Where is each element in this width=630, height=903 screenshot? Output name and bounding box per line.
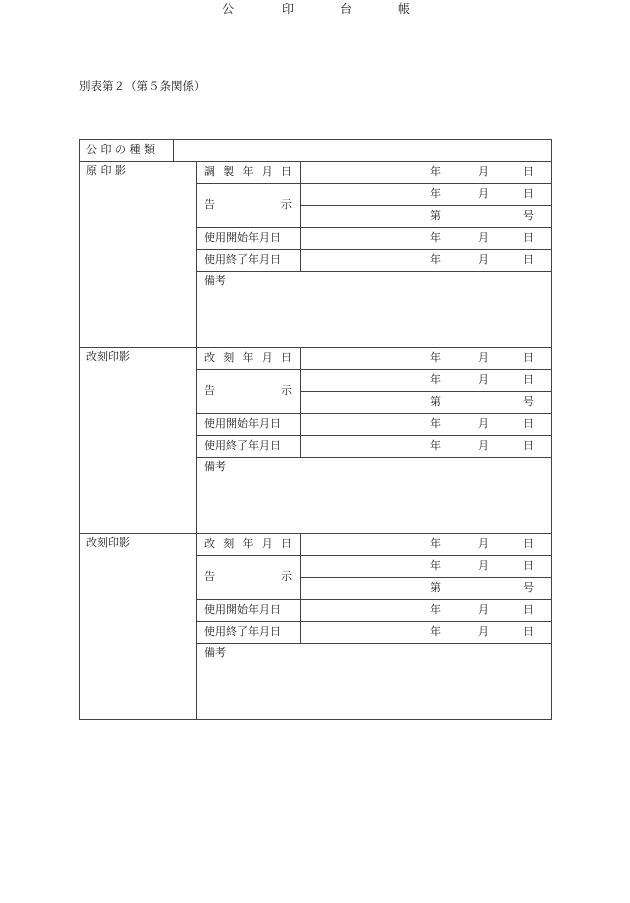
date-unit: 日 bbox=[523, 187, 534, 200]
table-rule bbox=[196, 599, 552, 600]
table-rule bbox=[300, 347, 301, 458]
table-rule bbox=[300, 577, 552, 578]
date-unit: 年 bbox=[430, 165, 441, 178]
notice-label-char: 告 bbox=[204, 384, 215, 397]
ledger-title bbox=[0, 0, 630, 16]
title-char: 印 bbox=[282, 2, 295, 16]
table-rule bbox=[196, 457, 552, 458]
date-unit: 日 bbox=[523, 559, 534, 572]
date-unit: 月 bbox=[478, 165, 489, 178]
date-label-char: 日 bbox=[281, 351, 292, 364]
date-label-char: 年 bbox=[242, 537, 254, 550]
date-label bbox=[204, 537, 292, 551]
date-unit: 月 bbox=[478, 253, 489, 266]
table-rule bbox=[79, 161, 552, 162]
table-rule bbox=[79, 533, 552, 534]
date-label-char: 改 bbox=[204, 537, 215, 550]
date-unit: 月 bbox=[478, 351, 489, 364]
table-rule bbox=[196, 413, 552, 414]
date-unit: 月 bbox=[478, 603, 489, 616]
date-unit: 日 bbox=[523, 439, 534, 452]
date-unit: 日 bbox=[523, 373, 534, 386]
table-rule bbox=[196, 249, 552, 250]
date-unit: 年 bbox=[430, 625, 441, 638]
table-rule bbox=[196, 643, 552, 644]
remarks-label: 備考 bbox=[204, 460, 226, 473]
start-date-label: 使用開始年月日 bbox=[204, 231, 281, 244]
date-unit: 月 bbox=[478, 187, 489, 200]
notice-label bbox=[204, 570, 292, 584]
end-date-label: 使用終了年月日 bbox=[204, 625, 281, 638]
table-rule bbox=[300, 205, 552, 206]
date-label bbox=[204, 351, 292, 365]
start-date-label: 使用開始年月日 bbox=[204, 603, 281, 616]
date-unit: 日 bbox=[523, 351, 534, 364]
date-unit: 月 bbox=[478, 417, 489, 430]
table-rule bbox=[300, 391, 552, 392]
date-unit: 年 bbox=[430, 439, 441, 452]
date-unit: 日 bbox=[523, 417, 534, 430]
date-unit: 月 bbox=[478, 625, 489, 638]
notice-label-char: 示 bbox=[281, 384, 292, 397]
table-rule bbox=[79, 347, 552, 348]
date-unit: 月 bbox=[478, 373, 489, 386]
date-unit: 日 bbox=[523, 625, 534, 638]
date-unit: 月 bbox=[478, 559, 489, 572]
notice-label bbox=[204, 384, 292, 398]
title-char: 公 bbox=[222, 2, 235, 16]
notice-label-char: 告 bbox=[204, 198, 215, 211]
remarks-label: 備考 bbox=[204, 274, 226, 287]
date-unit: 年 bbox=[430, 417, 441, 430]
date-label-char: 刻 bbox=[223, 351, 235, 364]
date-unit: 日 bbox=[523, 231, 534, 244]
date-unit: 月 bbox=[478, 231, 489, 244]
notice-label-char: 告 bbox=[204, 570, 215, 583]
table-rule bbox=[196, 369, 552, 370]
date-unit: 年 bbox=[430, 253, 441, 266]
notice-label-char: 示 bbox=[281, 198, 292, 211]
date-unit: 年 bbox=[430, 603, 441, 616]
date-label-char: 月 bbox=[261, 351, 273, 364]
date-unit: 日 bbox=[523, 253, 534, 266]
table-rule bbox=[551, 139, 552, 719]
table-rule bbox=[196, 435, 552, 436]
notice-label bbox=[204, 198, 292, 212]
number-unit: 号 bbox=[523, 209, 534, 222]
table-rule bbox=[196, 621, 552, 622]
table-rule bbox=[196, 227, 552, 228]
document-reference: 別表第２（第５条関係） bbox=[79, 79, 206, 93]
date-unit: 日 bbox=[523, 537, 534, 550]
date-unit: 年 bbox=[430, 373, 441, 386]
table-rule bbox=[196, 347, 197, 534]
number-unit: 号 bbox=[523, 581, 534, 594]
table-rule bbox=[196, 183, 552, 184]
date-unit: 年 bbox=[430, 351, 441, 364]
number-unit: 第 bbox=[430, 581, 441, 594]
number-unit: 第 bbox=[430, 395, 441, 408]
impression-label: 改刻印影 bbox=[86, 536, 130, 549]
notice-label-char: 示 bbox=[281, 570, 292, 583]
table-rule bbox=[196, 161, 197, 348]
date-label-char: 日 bbox=[281, 165, 292, 178]
date-label-char: 製 bbox=[223, 165, 235, 178]
date-label bbox=[204, 165, 292, 179]
date-unit: 月 bbox=[478, 439, 489, 452]
table-rule bbox=[79, 719, 552, 720]
date-unit: 日 bbox=[523, 603, 534, 616]
table-rule bbox=[300, 161, 301, 272]
title-char: 帳 bbox=[398, 2, 411, 16]
title-char: 台 bbox=[340, 2, 353, 16]
table-rule bbox=[196, 271, 552, 272]
end-date-label: 使用終了年月日 bbox=[204, 253, 281, 266]
number-unit: 第 bbox=[430, 209, 441, 222]
date-label-char: 年 bbox=[242, 351, 254, 364]
impression-label: 改刻印影 bbox=[86, 350, 130, 363]
number-unit: 号 bbox=[523, 395, 534, 408]
table-rule bbox=[79, 139, 552, 140]
date-label-char: 月 bbox=[261, 165, 273, 178]
date-label-char: 日 bbox=[281, 537, 292, 550]
date-label-char: 調 bbox=[204, 165, 215, 178]
date-unit: 年 bbox=[430, 187, 441, 200]
table-rule bbox=[196, 555, 552, 556]
impression-label: 原 印 影 bbox=[86, 164, 126, 177]
seal-type-label: 公 印 の 種 類 bbox=[86, 143, 155, 156]
date-label-char: 改 bbox=[204, 351, 215, 364]
date-unit: 年 bbox=[430, 559, 441, 572]
table-rule bbox=[173, 139, 174, 162]
remarks-label: 備考 bbox=[204, 646, 226, 659]
date-label-char: 年 bbox=[242, 165, 254, 178]
date-unit: 年 bbox=[430, 537, 441, 550]
date-label-char: 月 bbox=[261, 537, 273, 550]
date-unit: 日 bbox=[523, 165, 534, 178]
start-date-label: 使用開始年月日 bbox=[204, 417, 281, 430]
table-rule bbox=[300, 533, 301, 644]
table-rule bbox=[79, 139, 80, 719]
date-unit: 月 bbox=[478, 537, 489, 550]
date-unit: 年 bbox=[430, 231, 441, 244]
date-label-char: 刻 bbox=[223, 537, 235, 550]
table-rule bbox=[196, 533, 197, 720]
end-date-label: 使用終了年月日 bbox=[204, 439, 281, 452]
